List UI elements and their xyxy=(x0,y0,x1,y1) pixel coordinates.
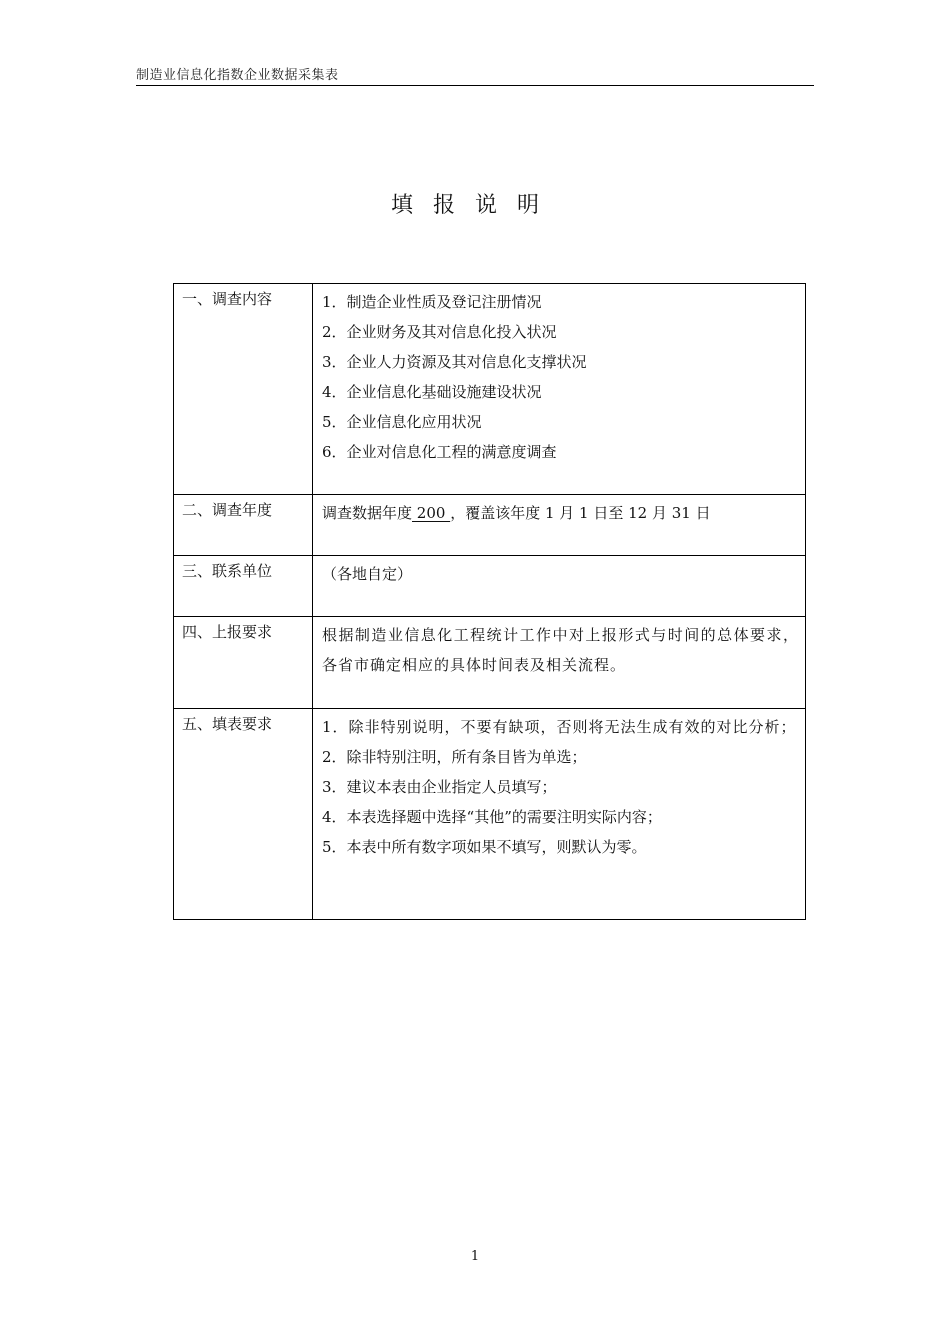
year-suffix: ，覆盖该年度 1 月 1 日至 12 月 31 日 xyxy=(450,504,711,522)
year-prefix: 调查数据年度 xyxy=(322,504,413,522)
list-item: 4．本表选择题中选择“其他”的需要注明实际内容； xyxy=(322,808,662,826)
list-item: 1．除非特别说明，不要有缺项，否则将无法生成有效的对比分析； xyxy=(322,718,797,736)
list-item: 2．除非特别注明，所有条目皆为单选； xyxy=(322,748,587,766)
list-item: 1．制造企业性质及登记注册情况 xyxy=(322,293,542,311)
contact-unit-text: （各地自定） xyxy=(313,556,806,617)
row-filling-requirements xyxy=(174,709,806,920)
row-report-requirements xyxy=(174,617,806,709)
row-label: 三、联系单位 xyxy=(174,556,313,617)
row-survey-content xyxy=(174,284,806,495)
list-item: 6．企业对信息化工程的满意度调查 xyxy=(322,443,557,461)
list-item: 5．企业信息化应用状况 xyxy=(322,413,482,431)
row-label: 五、填表要求 xyxy=(174,709,313,920)
running-header: 制造业信息化指数企业数据采集表 xyxy=(136,68,339,83)
row-contact-unit xyxy=(174,556,806,617)
list-item: 3．企业人力资源及其对信息化支撑状况 xyxy=(322,353,587,371)
survey-content-list xyxy=(313,284,806,495)
row-label: 二、调查年度 xyxy=(174,495,313,556)
header-rule xyxy=(136,85,814,86)
page-number: 1 xyxy=(470,1249,480,1264)
filling-requirements-list xyxy=(313,709,806,920)
list-item: 3．建议本表由企业指定人员填写； xyxy=(322,778,557,796)
list-item: 2．企业财务及其对信息化投入状况 xyxy=(322,323,557,341)
instructions-table xyxy=(173,283,806,920)
year-value: 200 xyxy=(412,504,451,522)
row-label: 一、调查内容 xyxy=(174,284,313,495)
list-item: 5．本表中所有数字项如果不填写，则默认为零。 xyxy=(322,838,647,856)
report-requirements-text: 根据制造业信息化工程统计工作中对上报形式与时间的总体要求，各省市确定相应的具体时间表及相关流程。 xyxy=(313,617,806,709)
document-title: 填报说明 xyxy=(390,193,559,218)
survey-year-text xyxy=(313,495,806,556)
list-item: 4．企业信息化基础设施建设状况 xyxy=(322,383,542,401)
row-label: 四、上报要求 xyxy=(174,617,313,709)
row-survey-year xyxy=(174,495,806,556)
